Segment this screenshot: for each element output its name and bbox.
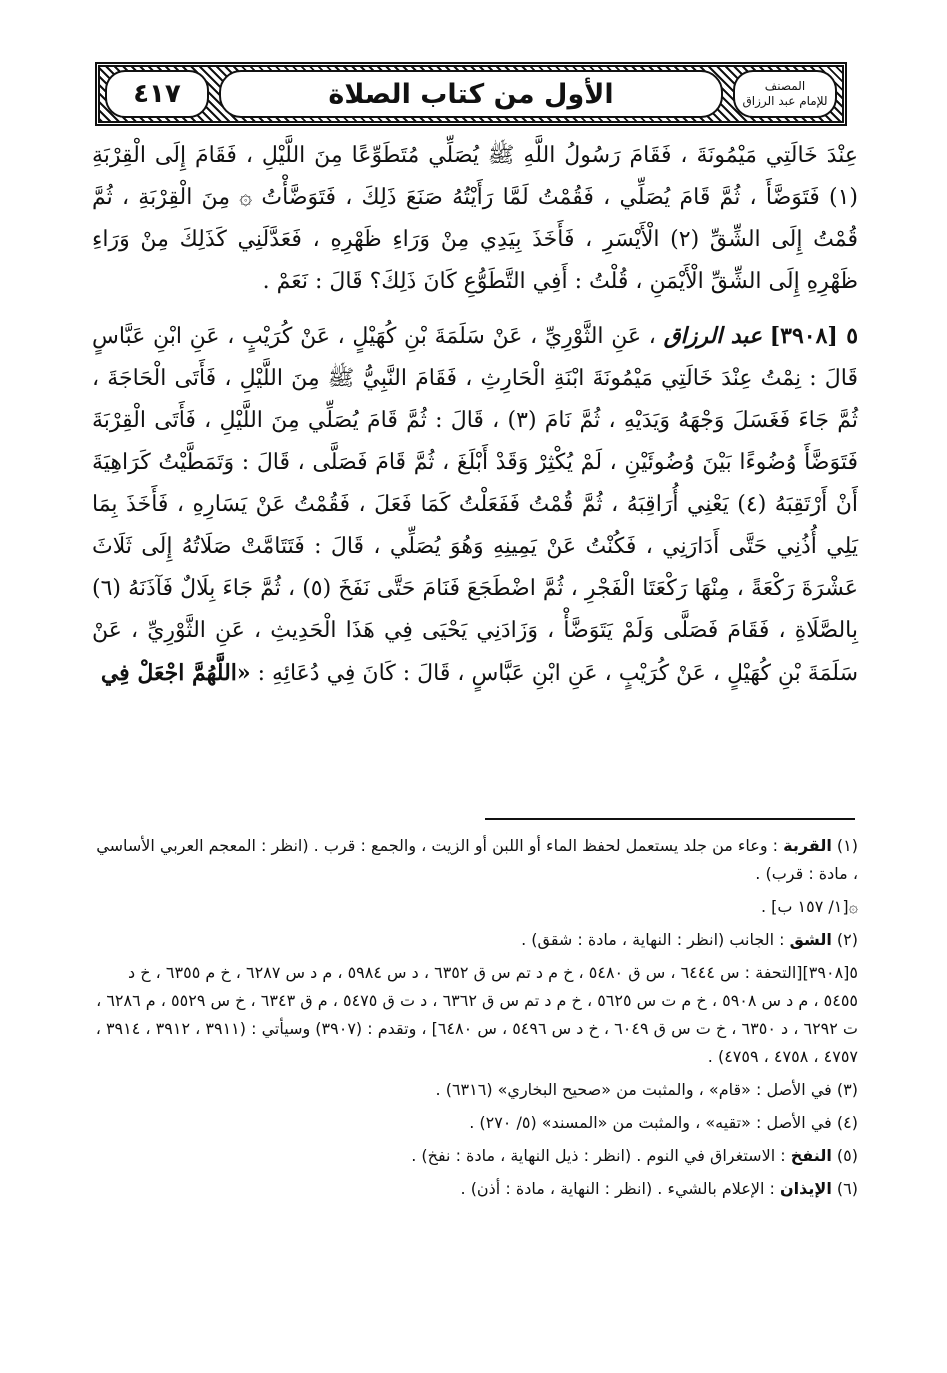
footnote-2: (٢) الشق : الجانب (انظر : النهاية ، مادة : شقق) .: [521, 930, 858, 949]
emblem-line-2: للإمام عبد الرزاق: [742, 94, 828, 108]
folio-marker: ۞[١/ ١٥٧ ب] .: [760, 897, 858, 916]
page-number: ٤١٧: [105, 70, 209, 118]
hadith-number: ٥ [٣٩٠٨]: [769, 323, 859, 349]
emblem-line-1: المصنف: [764, 79, 806, 93]
footnotes: [92, 832, 858, 1208]
main-text: [92, 135, 858, 695]
narrator-name: عبد الرزاق: [663, 323, 763, 349]
hadith-continuation: عِنْدَ خَالَتِي مَيْمُونَةَ ، فَقَامَ رَسُولُ اللَّهِ ﷺ يُصَلِّي مُتَطَوِّعًا مِنَ اللَّيْلِ ، فَقَامَ إِلَى الْقِرْبَةِ (١) فَتَوَضَّأَ ، ثُمَّ قَامَ يُصَلِّي ، فَقُمْتُ لَمَّا رَأَيْتُهُ صَنَعَ ذَلِكَ ، فَتَوَضَّأْتُ ۞ مِنَ الْقِرْبَةِ ، ثُمَّ قُمْتُ إِلَى الشِّقِّ (٢) الْأَيْسَرِ ، فَأَخَذَ بِيَدِي مِنْ وَرَاءِ ظَهْرِهِ ، فَعَدَّلَنِي كَذَلِكَ مِنْ وَرَاءِ ظَهْرِهِ إِلَى الشِّقِّ الْأَيْمَنِ ، قُلْتُ : أَفِي التَّطَوُّعِ كَانَ ذَلِكَ؟ قَالَ : نَعَمْ .: [92, 143, 859, 294]
footnote-3: (٣) في الأصل : «قام» ، والمثبت من «صحيح البخاري» (٦٣١٦) .: [435, 1080, 858, 1099]
footnote-5: (٥) النفخ : الاستغراق في النوم . (انظر : ذيل النهاية ، مادة : نفخ) .: [411, 1146, 858, 1165]
supplication-start: «اللَّهُمَّ اجْعَلْ فِي: [100, 660, 251, 686]
page-header: [95, 62, 847, 126]
book-emblem-icon: [733, 70, 837, 118]
footnote-1: (١) القربة : وعاء من جلد يستعمل لحفظ الماء أو اللبن أو الزيت ، والجمع : قرب . (انظر : المعجم العربي الأساسي ، مادة : قرب) .: [96, 836, 858, 883]
footnote-takhrij: ٥[٣٩٠٨][التحفة : س ٦٤٤٤ ، س ق ٥٤٨٠ ، خ م د تم س ق ٦٣٥٢ ، د س ٥٩٨٤ ، م د س ٦٢٨٧ ، خ م ٦٣٥٥ ، خ د ٥٤٥٥ ، م د س ٥٩٠٨ ، خ م ت س ٥٦٢٥ ، خ م د تم س ق ٦٣٦٢ ، د ت ق ٥٤٧٥ ، م ق ٦٣٤٣ ، خ س ٥٥٢٩ ، م ٦٢٨٦ ، ت ٦٢٩٢ ، د ٦٣٥٠ ، خ ت س ق ٦٠٤٩ ، خ د س ٥٤٩٦ ، س ٦٤٨٠] ، وتقدم : (٣٩٠٧) وسيأتي : (٣٩١١ ، ٣٩١٢ ، ٣٩١٤ ، ٤٧٥٧ ، ٤٧٥٨ ، ٤٧٥٩) .: [95, 963, 858, 1066]
hadith-3908: [92, 315, 858, 695]
footnote-6: (٦) الإيذان : الإعلام بالشيء . (انظر : النهاية ، مادة : أذن) .: [460, 1179, 858, 1198]
footnote-divider: [485, 818, 855, 820]
footnote-4: (٤) في الأصل : «تقيه» ، والمثبت من «المسند» (٥/ ٢٧٠) .: [469, 1113, 858, 1132]
hadith-text: ، عَنِ الثَّوْرِيِّ ، عَنْ سَلَمَةَ بْنِ كُهَيْلٍ ، عَنْ كُرَيْبٍ ، عَنِ ابْنِ عَبَّاسٍ قَالَ : نِمْتُ عِنْدَ خَالَتِي مَيْمُونَةَ ابْنَةِ الْحَارِثِ ، فَقَامَ النَّبِيُّ ﷺ مِنَ اللَّيْلِ ، فَأَتَى الْحَاجَةَ ، ثُمَّ جَاءَ فَغَسَلَ وَجْهَهُ وَيَدَيْهِ ، ثُمَّ نَامَ (٣) ، قَالَ : ثُمَّ قَامَ يُصَلِّي مِنَ اللَّيْلِ ، فَأَتَى الْقِرْبَةَ فَتَوَضَّأَ وُضُوءًا بَيْنَ وُضُوئَيْنِ ، لَمْ يُكْثِرْ وَقَدْ أَبْلَغَ ، ثُمَّ قَامَ فَصَلَّى ، قَالَ : وَتَمَطَّيْتُ كَرَاهِيَةَ أَنْ أَرْتَقِبَهُ (٤) يَعْنِي أُرَاقِبَهُ ، ثُمَّ قُمْتُ فَفَعَلْتُ كَمَا فَعَلَ ، فَقُمْتُ عَنْ يَسَارِهِ ، فَأَخَذَ بِمَا يَلِي أُذُنِي حَتَّى أَدَارَنِي ، فَكُنْتُ عَنْ يَمِينِهِ وَهُوَ يُصَلِّي ، قَالَ : فَتَتَامَّتْ صَلَاتُهُ إِلَى ثَلَاثَ عَشْرَةَ رَكْعَةً ، مِنْهَا رَكْعَتَا الْفَجْرِ ، ثُمَّ اضْطَجَعَ فَنَامَ حَتَّى نَفَخَ (٥) ، ثُمَّ جَاءَ بِلَالٌ فَآذَنَهُ (٦) بِالصَّلَاةِ ، فَقَامَ فَصَلَّى وَلَمْ يَتَوَضَّأْ ، وَزَادَنِي يَحْيَى فِي هَذَا الْحَدِيثِ ، عَنِ الثَّوْرِيِّ ، عَنْ سَلَمَةَ بْنِ كُهَيْلٍ ، عَنْ كُرَيْبٍ ، عَنِ ابْنِ عَبَّاسٍ ، قَالَ : كَانَ فِي دُعَائِهِ :: [92, 324, 858, 686]
running-title: الأول من كتاب الصلاة: [219, 70, 723, 118]
